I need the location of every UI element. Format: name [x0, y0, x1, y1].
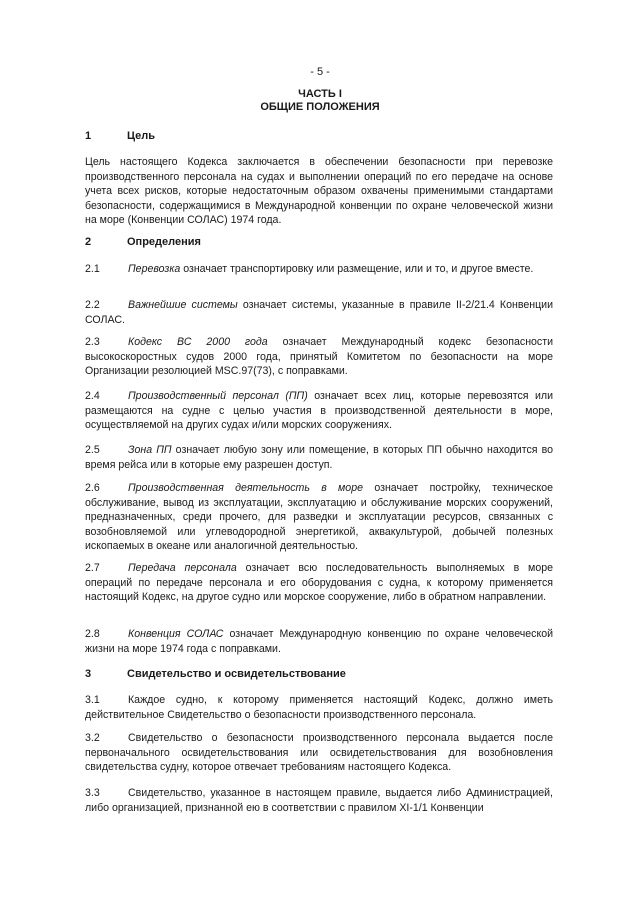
- definition-paragraph: [85, 561, 553, 605]
- definition-paragraph: [85, 627, 553, 656]
- section-title: Свидетельство и освидетельствование: [127, 668, 346, 680]
- definition-paragraph: [85, 481, 553, 554]
- definition-text: означает системы, указанные в правиле II-2/21.4 Конвенции СОЛАС.: [85, 299, 553, 326]
- defined-term: Кодекс ВС 2000 года: [128, 336, 268, 348]
- definition-paragraph: [85, 335, 553, 379]
- paragraph-number: 2.5: [85, 444, 100, 456]
- paragraph-number: 3.3: [85, 787, 100, 799]
- paragraph-number: 2.6: [85, 482, 100, 494]
- definition-text: означает Международную конвенцию по охране человеческой жизни на море 1974 года с поправками.: [85, 628, 554, 655]
- paragraph-number: 2.8: [85, 628, 100, 640]
- definition-text: означает Международный кодекс безопасности высокоскоростных судов 2000 года, принятый Комитетом по безопасности на море Организации резолюцией MSC.97(73), с поправками.: [85, 336, 553, 378]
- definition-paragraph: [85, 443, 553, 472]
- paragraph-number: 2.4: [85, 390, 100, 402]
- section-title: Определения: [127, 236, 201, 248]
- defined-term: Конвенция СОЛАС: [128, 628, 224, 640]
- paragraph-text: Свидетельство о безопасности производственного персонала выдается после первоначального освидетельствования или освидетельствования для возобновления свидетельства судну, которое отвечает требованиям настоящего Кодекса.: [85, 732, 553, 774]
- defined-term: Производственный персонал (ПП): [128, 390, 308, 402]
- certificate-paragraph: [85, 693, 553, 722]
- defined-term: Перевозка: [128, 263, 181, 275]
- defined-term: Зона ПП: [128, 444, 172, 456]
- definition-paragraph: [85, 262, 553, 277]
- paragraph-number: 2.7: [85, 562, 100, 574]
- part-subtitle: ОБЩИЕ ПОЛОЖЕНИЯ: [260, 101, 380, 113]
- certificate-paragraph: [85, 786, 553, 815]
- paragraph-number: 2.3: [85, 336, 100, 348]
- defined-term: Важнейшие системы: [128, 299, 238, 311]
- paragraph-number: 3.2: [85, 732, 100, 744]
- section-title: Цель: [127, 130, 156, 142]
- definition-text: означает любую зону или помещение, в которых ПП обычно находится во время рейса или в которые ему разрешен доступ.: [85, 444, 553, 471]
- definition-paragraph: [85, 298, 553, 327]
- part-title: ЧАСТЬ I: [298, 88, 342, 100]
- definition-text: означает всех лиц, которые перевозятся или размещаются на судне с целью участия в производственной деятельности в море, осуществляемой на других судах и/или морских сооружениях.: [85, 390, 553, 432]
- certificate-paragraph: [85, 731, 553, 775]
- paragraph-text: Свидетельство, указанное в настоящем правиле, выдается либо Администрацией, либо организацией, признанной ею в соответствии с правилом XI-1/1 Конвенции: [85, 787, 553, 814]
- paragraph-number: 2.1: [85, 263, 100, 275]
- section-number: 2: [85, 236, 92, 248]
- section-number: 1: [85, 130, 92, 142]
- purpose-paragraph: Цель настоящего Кодекса заключается в обеспечении безопасности при перевозке производственного персонала на судах и выполнении операций по его передаче на основе учета всех рисков, которые недостаточным образом охвачены применимыми стандартами безопасности, содержащимися в Международной конвенции по охране человеческой жизни на море (Конвенции СОЛАС) 1974 года.: [85, 156, 553, 227]
- section-number: 3: [85, 668, 92, 680]
- defined-term: Передача персонала: [128, 562, 237, 574]
- paragraph-number: 2.2: [85, 299, 100, 311]
- paragraph-number: 3.1: [85, 694, 100, 706]
- definition-text: означает постройку, техническое обслуживание, вывод из эксплуатации, эксплуатацию и обслуживание морских сооружений, предназначенных, среди прочего, для разведки и эксплуатации ресурсов, связанных с возобновляемой или углеводородной энергетикой, аквакультурой, добычей полезных ископаемых в океане или аналогичной деятельностью.: [85, 482, 554, 553]
- definition-text: означает транспортировку или размещение, или и то, и другое вместе.: [180, 263, 534, 275]
- defined-term: Производственная деятельность в море: [128, 482, 363, 494]
- paragraph-text: Каждое судно, к которому применяется настоящий Кодекс, должно иметь действительное Свидетельство о безопасности производственного персонала.: [85, 694, 553, 721]
- page-number: - 5 -: [310, 66, 330, 78]
- definition-text: означает всю последовательность выполняемых в море операций по передаче персонала и его оборудования с судна, к которому применяется настоящий Кодекс, на другое судно или морское сооружение, либо в обратном направлении.: [85, 562, 553, 604]
- definition-paragraph: [85, 389, 553, 433]
